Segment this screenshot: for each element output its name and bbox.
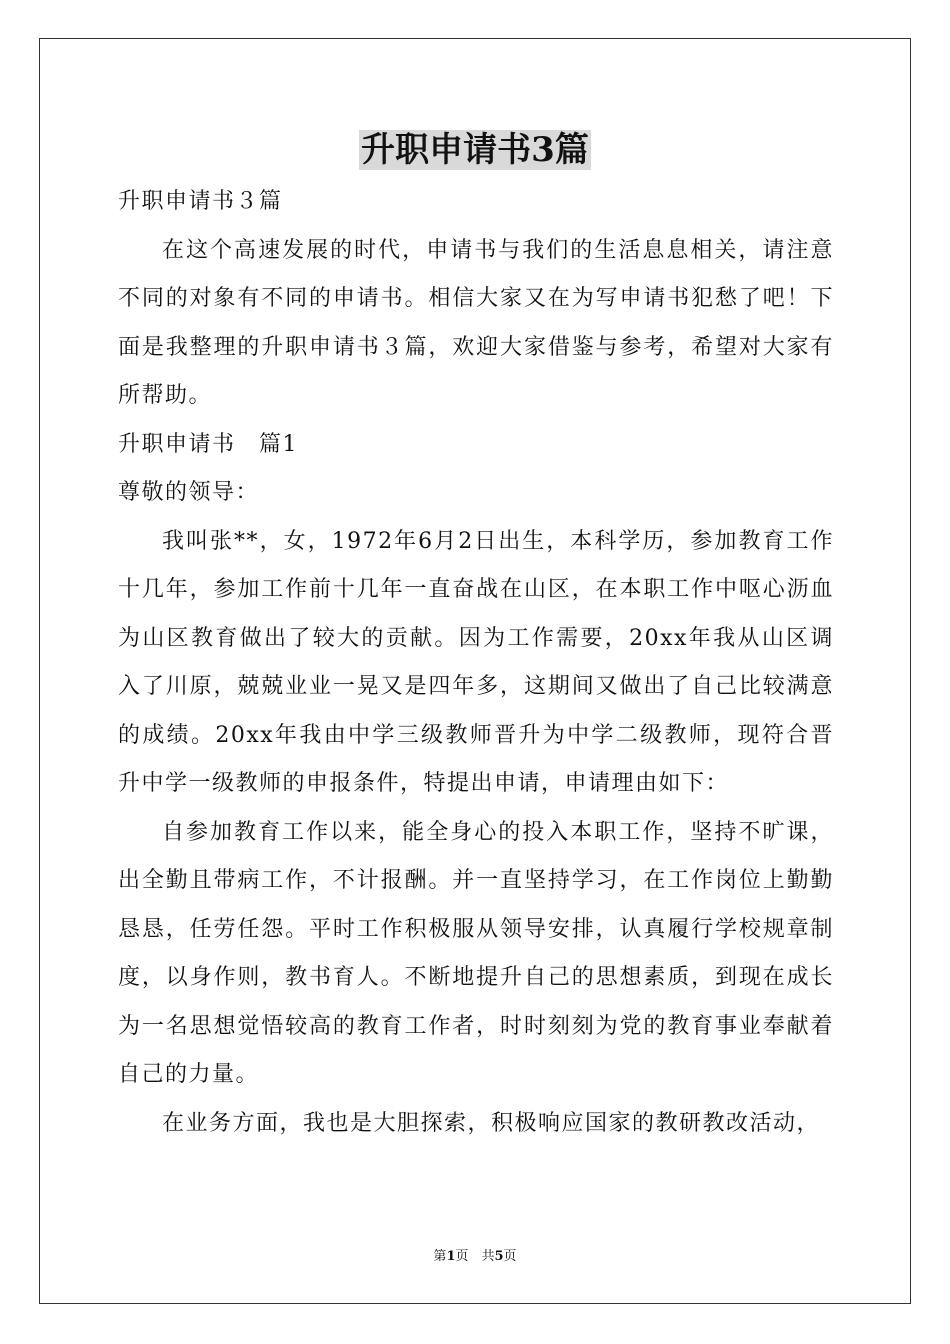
footer-page-total: 5 <box>494 1249 504 1264</box>
footer-page-mid: 页 共 <box>455 1249 495 1264</box>
section-heading: 升职申请书 篇1 <box>118 431 298 457</box>
document-title <box>0 128 950 172</box>
salutation: 尊敬的领导： <box>118 480 260 505</box>
document-body <box>118 178 834 1148</box>
document-title-text: 升职申请书3篇 <box>361 130 589 170</box>
footer-page-prefix: 第 <box>433 1249 447 1264</box>
footer-page-current: 1 <box>446 1249 456 1264</box>
footer-page-suffix: 页 <box>503 1249 517 1264</box>
body-paragraph: 我叫张**，女，1972年6月2日出生，本科学历，参加教育工作十几年，参加工作前十几年一直奋战在山区，在本职工作中呕心沥血为山区教育做出了较大的贡献。因为工作需要，20xx年我从山区调入了川原，兢兢业业一晃又是四年多，这期间又做出了自己比较满意的成绩。20xx年我由中学三级教师晋升为中学二级教师，现符合晋升中学一级教师的申报条件，特提出申请，申请理由如下： <box>118 528 834 796</box>
body-paragraph: 自参加教育工作以来，能全身心的投入本职工作，坚持不旷课，出全勤且带病工作，不计报酬。并一直坚持学习，在工作岗位上勤勤恳恳，任劳任怨。平时工作积极服从领导安排，认真履行学校规章制度，以身作则，教书育人。不断地提升自己的思想素质，到现在成长为一名思想觉悟较高的教育工作者，时时刻刻为党的教育事业奉献着自己的力量。 <box>118 819 834 1087</box>
body-paragraph: 在业务方面，我也是大胆探索，积极响应国家的教研教改活动， <box>162 1110 821 1136</box>
intro-paragraph: 在这个高速发展的时代，申请书与我们的生活息息相关，请注意不同的对象有不同的申请书。相信大家又在为写申请书犯愁了吧！下面是我整理的升职申请书３篇，欢迎大家借鉴与参考，希望对大家有所帮助。 <box>118 237 834 408</box>
page-footer <box>0 1248 950 1266</box>
document-subtitle: 升职申请书３篇 <box>118 189 283 214</box>
